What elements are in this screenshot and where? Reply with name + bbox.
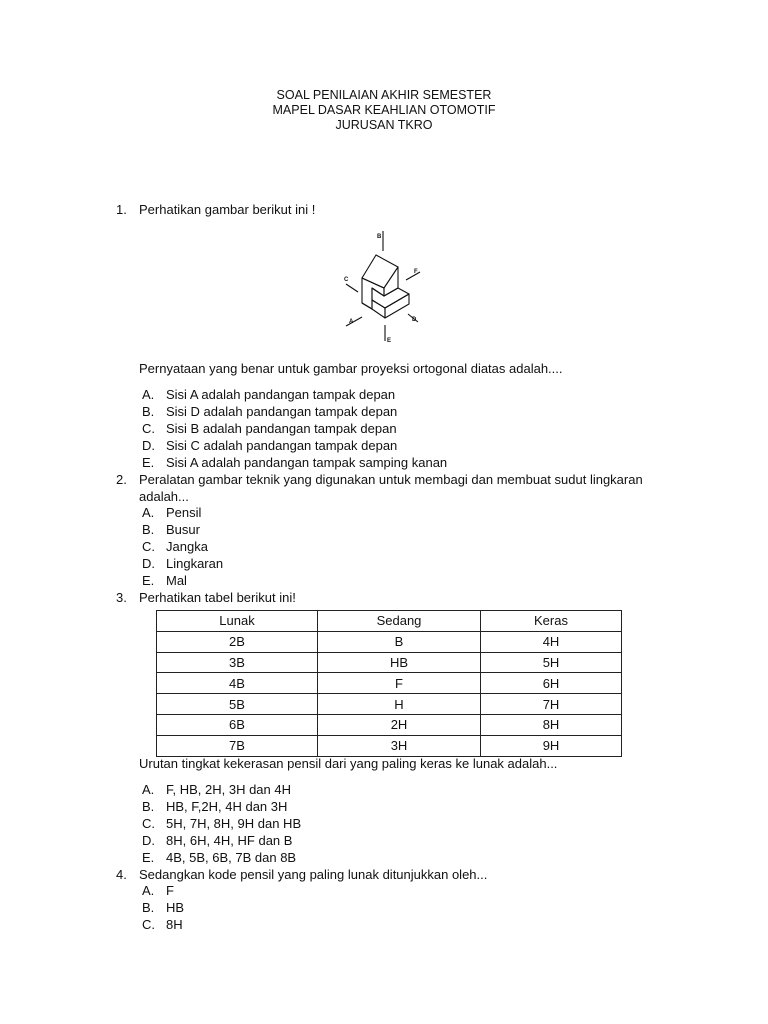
option-text: Busur [166,522,200,537]
q2-text-line2: adalah... [139,489,189,504]
option-text: 4B, 5B, 6B, 7B dan 8B [166,850,297,865]
option-text: Sisi A adalah pandangan tampak depan [166,387,396,402]
table-cell: 2B [157,631,318,652]
option-letter: C. [142,539,155,554]
option-letter: C. [142,917,155,932]
option-text: Sisi A adalah pandangan tampak samping kanan [166,455,448,470]
doc-title: SOAL PENILAIAN AKHIR SEMESTER [276,88,492,102]
option-letter: E. [142,573,155,588]
table-cell: 9H [481,735,622,756]
table-cell: 6B [157,714,318,735]
table-cell: 2H [318,714,481,735]
label-b: B [377,234,382,240]
option-letter: A. [142,782,155,797]
table-row [157,631,622,652]
table-row [157,735,622,756]
option-text: HB, F,2H, 4H dan 3H [166,799,288,814]
option-letter: B. [142,900,155,915]
option-text: Pensil [166,505,202,520]
option-text: 8H, 6H, 4H, HF dan B [166,833,293,848]
table-cell: 4H [481,631,622,652]
pencil-hardness-table [156,610,622,757]
option-letter: A. [142,883,155,898]
option-letter: C. [142,421,155,436]
table-cell: 5B [157,694,318,715]
label-e: E [387,338,392,344]
label-c: C [344,277,349,283]
option-text: Sisi C adalah pandangan tampak depan [166,438,398,453]
doc-subject: MAPEL DASAR KEAHLIAN OTOMOTIF [272,103,496,117]
q4-text: Sedangkan kode pensil yang paling lunak ditunjukkan oleh... [139,867,488,882]
q2-number: 2. [116,472,127,487]
option-letter: E. [142,850,155,865]
table-cell: 6H [481,673,622,694]
option-text: Jangka [166,539,208,554]
option-letter: B. [142,799,155,814]
option-text: 8H [166,917,183,932]
q3-number: 3. [116,590,127,605]
option-text: Sisi B adalah pandangan tampak depan [166,421,397,436]
table-row [157,652,622,673]
table-cell: F [318,673,481,694]
option-letter: A. [142,505,155,520]
table-cell: 7B [157,735,318,756]
label-f: F [414,269,418,275]
table-header-cell: Keras [481,611,622,632]
table-header-cell: Sedang [318,611,481,632]
table-header-row [157,611,622,632]
option-text: F [166,883,174,898]
option-letter: C. [142,816,155,831]
table-cell: 7H [481,694,622,715]
option-letter: D. [142,833,155,848]
table-cell: 3B [157,652,318,673]
table-cell: 8H [481,714,622,735]
label-a: A [349,319,354,325]
doc-department: JURUSAN TKRO [335,118,433,132]
option-letter: D. [142,438,155,453]
q2-text-line1: Peralatan gambar teknik yang digunakan untuk membagi dan membuat sudut lingkaran [139,472,643,487]
q1-text: Perhatikan gambar berikut ini ! [139,202,316,217]
q3-text: Perhatikan tabel berikut ini! [139,590,296,605]
table-row [157,673,622,694]
table-cell: HB [318,652,481,673]
option-text: F, HB, 2H, 3H dan 4H [166,782,291,797]
option-text: Lingkaran [166,556,224,571]
table-header-cell: Lunak [157,611,318,632]
table-row [157,714,622,735]
option-text: Mal [166,573,187,588]
figure-top-face [362,255,398,288]
q1-statement: Pernyataan yang benar untuk gambar proyeksi ortogonal diatas adalah.... [139,361,563,376]
q3-statement: Urutan tingkat kekerasan pensil dari yang paling keras ke lunak adalah... [139,756,558,771]
option-text: HB [166,900,185,915]
table-cell: 4B [157,673,318,694]
table-cell: 5H [481,652,622,673]
option-letter: B. [142,522,155,537]
option-text: 5H, 7H, 8H, 9H dan HB [166,816,302,831]
table-row [157,694,622,715]
arrow-f [406,272,420,280]
arrow-c [346,284,358,292]
option-letter: E. [142,455,155,470]
orthographic-projection-figure [338,226,430,348]
q1-number: 1. [116,202,127,217]
option-letter: B. [142,404,155,419]
option-text: Sisi D adalah pandangan tampak depan [166,404,398,419]
q4-number: 4. [116,867,127,882]
table-cell: H [318,694,481,715]
label-d: D [412,317,417,323]
table-cell: 3H [318,735,481,756]
option-letter: D. [142,556,155,571]
table-cell: B [318,631,481,652]
option-letter: A. [142,387,155,402]
